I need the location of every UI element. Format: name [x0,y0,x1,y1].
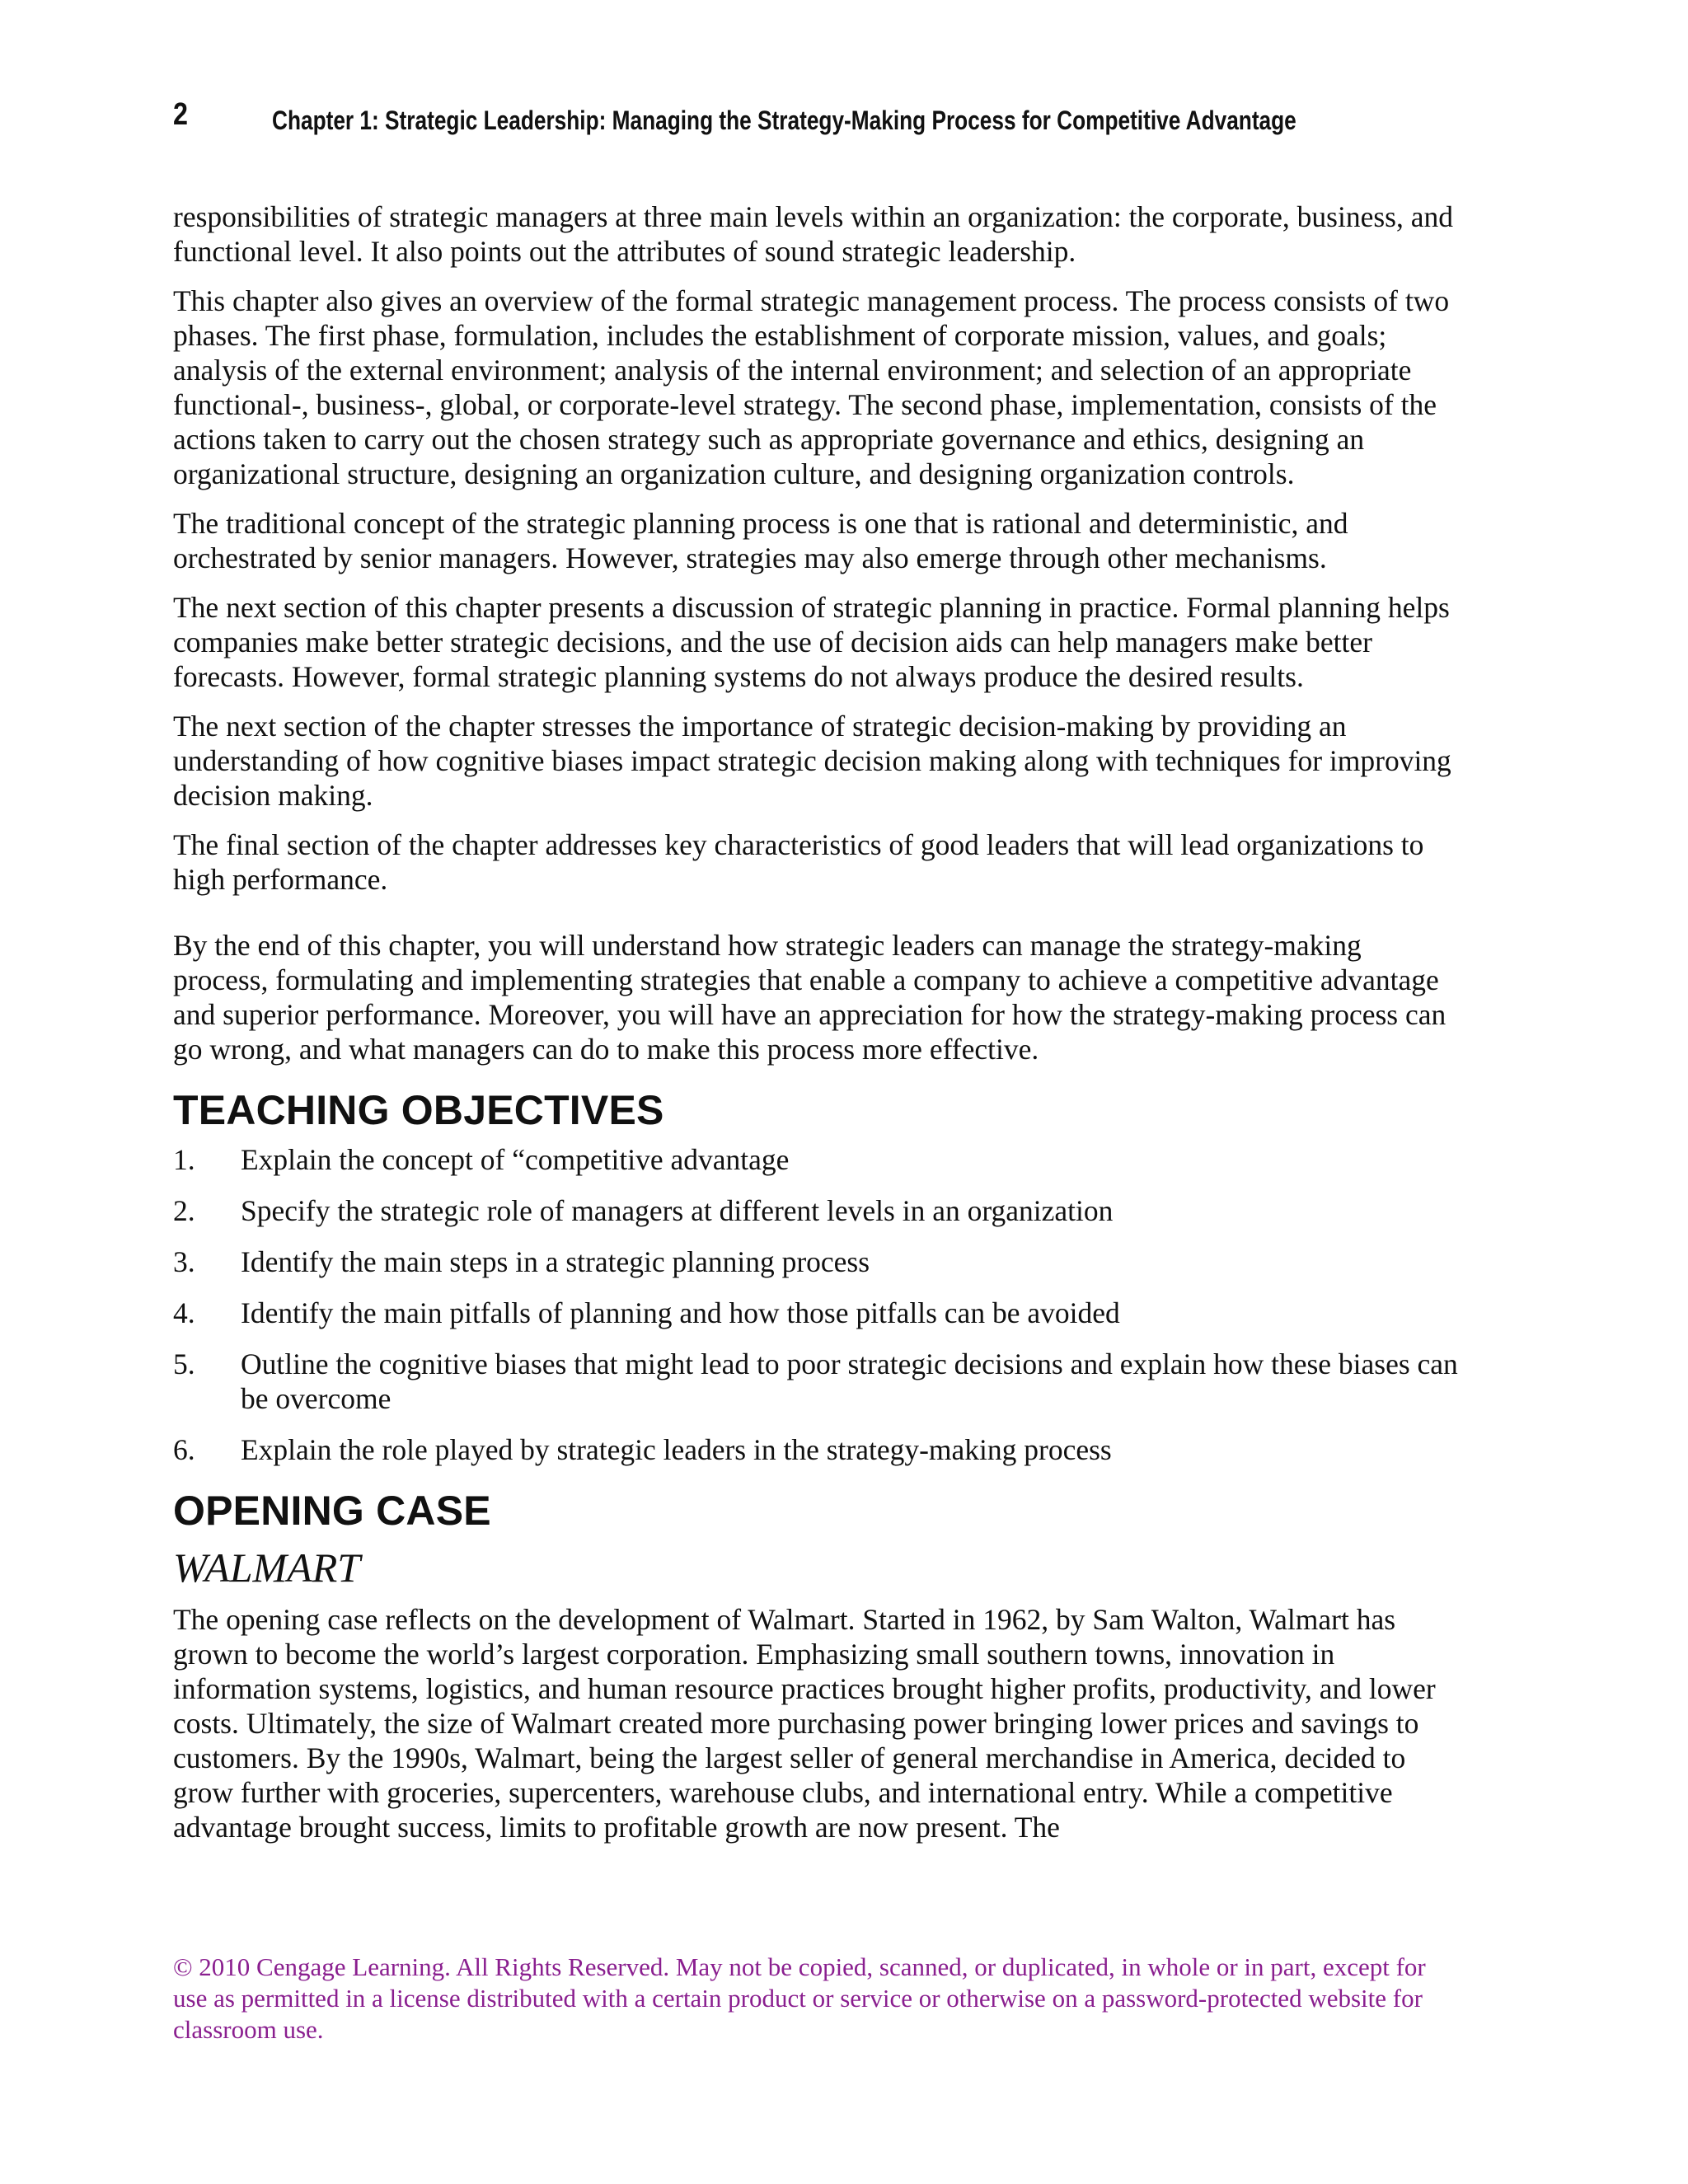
page-header [173,97,1459,147]
page-number: 2 [173,97,188,132]
body-paragraph: By the end of this chapter, you will understand how strategic leaders can manage the strategy-making process, formulating and implementing strategies that enable a company to achieve a competitive advantage and superior performance. Moreover, you will have an appreciation for how the strategy-making process can go wrong, and what managers can do to make this process more effective. [173,929,1447,1066]
body-paragraph: responsibilities of strategic managers at three main levels within an organization: the corporate, business, and functional level. It also points out the attributes of sound strategic leadership. [173,200,1454,268]
list-item-number: 1. [173,1143,195,1176]
list-item-text: Specify the strategic role of managers at different levels in an organization [241,1194,1114,1227]
list-item-text: Explain the concept of “competitive advantage [241,1143,790,1176]
list-item-text: Outline the cognitive biases that might lead to poor strategic decisions and explain how these biases can be overcome [241,1347,1458,1415]
body-paragraph: The next section of this chapter presents a discussion of strategic planning in practice. Formal planning helps companies make better strategic decisions, and the use of decision aids can help managers make better forecasts. However, formal strategic planning systems do not always produce the desired results. [173,591,1450,693]
list-item [173,1296,1459,1330]
list-item-number: 2. [173,1194,195,1227]
case-title: WALMART [173,1544,361,1591]
list-item-number: 5. [173,1347,195,1380]
teaching-objectives-heading: TEACHING OBJECTIVES [173,1087,664,1133]
body-paragraph: The final section of the chapter addresses key characteristics of good leaders that will lead organizations to high performance. [173,828,1424,896]
list-item [173,1244,1459,1279]
list-item [173,1142,1459,1177]
teaching-objectives-list [173,1142,1459,1467]
body-paragraph: This chapter also gives an overview of the formal strategic management process. The process consists of two phases. The first phase, formulation, includes the establishment of corporate mission, values, and goals; analysis of the external environment; analysis of the internal environment; and selection of an appropriate functional-, business-, global, or corporate-level strategy. The second phase, implementation, consists of the actions taken to carry out the chosen strategy such as appropriate governance and ethics, designing an organizational structure, designing an organization culture, and designing organization controls. [173,284,1450,490]
body-paragraph: The traditional concept of the strategic planning process is one that is rational and deterministic, and orchestrated by senior managers. However, strategies may also emerge through other mechanisms. [173,507,1348,574]
list-item-text: Explain the role played by strategic leaders in the strategy-making process [241,1433,1112,1466]
running-head: Chapter 1: Strategic Leadership: Managing the Strategy-Making Process for Competitive Advantage [272,105,1296,135]
list-item [173,1193,1459,1228]
list-item-text: Identify the main pitfalls of planning and how those pitfalls can be avoided [241,1296,1120,1329]
list-item [173,1432,1459,1467]
page-content [173,199,1459,1859]
list-item-number: 4. [173,1296,195,1329]
list-item-text: Identify the main steps in a strategic planning process [241,1245,870,1278]
body-paragraph: The next section of the chapter stresses the importance of strategic decision-making by providing an understanding of how cognitive biases impact strategic decision making along with techniques for improving decision making. [173,710,1451,812]
list-item-number: 6. [173,1433,195,1466]
list-item [173,1347,1459,1416]
case-paragraph: The opening case reflects on the development of Walmart. Started in 1962, by Sam Walton, Walmart has grown to become the world’s largest corporation. Emphasizing small southern towns, innovation in information systems, logistics, and human resource practices brought higher profits, productivity, and lower costs. Ultimately, the size of Walmart created more purchasing power bringing lower prices and savings to customers. By the 1990s, Walmart, being the largest seller of general merchandise in America, decided to grow further with groceries, supercenters, warehouse clubs, and international entry. While a competitive advantage brought success, limits to profitable growth are now present. The [173,1603,1436,1844]
opening-case-heading: OPENING CASE [173,1488,491,1534]
copyright-footer: © 2010 Cengage Learning. All Rights Reserved. May not be copied, scanned, or duplicated, in whole or in part, except for use as permitted in a license distributed with a certain product or service or otherwise on a password-protected website for classroom use. [173,1952,1426,2044]
list-item-number: 3. [173,1245,195,1278]
